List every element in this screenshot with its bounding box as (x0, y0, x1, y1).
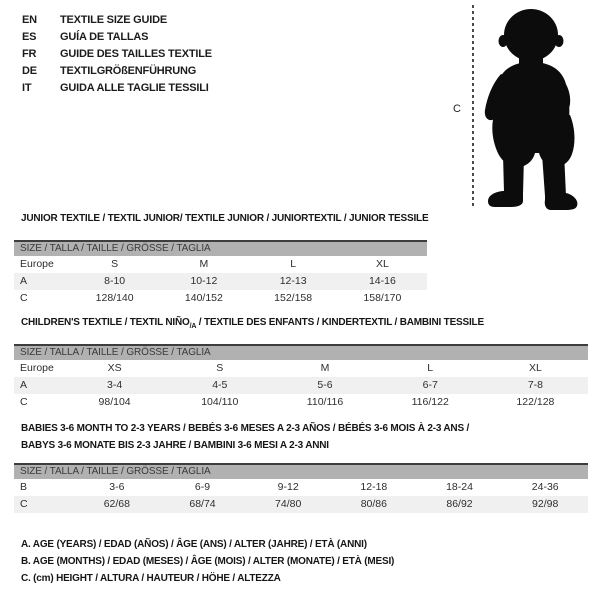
children-size-table (14, 344, 588, 411)
children-title-sub: /A (189, 323, 197, 330)
size-cell: 14-16 (368, 275, 396, 287)
size-cell: 3-4 (107, 379, 123, 391)
height-dashed-line (472, 5, 474, 207)
lang-row-es (22, 29, 212, 46)
babies-size-table (14, 463, 588, 513)
row-label: Europe (20, 362, 54, 374)
size-cell: XS (107, 362, 122, 374)
lang-title: GUIDA ALLE TAGLIE TESSILI (60, 82, 209, 94)
row-label: B (20, 481, 28, 493)
size-cell: M (199, 258, 209, 270)
legend-age-months: B. AGE (MONTHS) / EDAD (MESES) / ÂGE (MOIS) / ALTER (MONATE) / ETÀ (MESI) (21, 556, 395, 567)
lang-code: ES (22, 31, 37, 43)
size-cell: 12-13 (279, 275, 307, 287)
size-cell: 122/128 (516, 396, 555, 408)
junior-size-table (14, 240, 427, 307)
size-cell: L (427, 362, 434, 374)
babies-table-title-line2: BABYS 3-6 MONATE BIS 2-3 JAHRE / BAMBINI 3-6 MESI A 2-3 ANNI (21, 440, 329, 451)
size-cell: S (111, 258, 119, 270)
size-header-bar: SIZE / TALLA / TAILLE / GRÖSSE / TAGLIA (14, 240, 427, 256)
baby-silhouette-icon (478, 4, 596, 214)
lang-code: EN (22, 14, 37, 26)
language-title-block (22, 12, 212, 97)
size-table-row (14, 256, 427, 273)
lang-code: IT (22, 82, 32, 94)
lang-code: DE (22, 65, 37, 77)
babies-table-title-line1: BABIES 3-6 MONTH TO 2-3 YEARS / BEBÉS 3-6 MESES A 2-3 AÑOS / BÉBÉS 3-6 MOIS À 2-3 ANS / (21, 423, 470, 434)
babies-table-rows (14, 479, 588, 513)
lang-title: GUIDE DES TAILLES TEXTILE (60, 48, 212, 60)
size-header-bar: SIZE / TALLA / TAILLE / GRÖSSE / TAGLIA (14, 344, 588, 360)
size-cell: 9-12 (277, 481, 299, 493)
size-cell: 158/170 (363, 292, 402, 304)
size-cell: 80/86 (360, 498, 387, 510)
size-table-row (14, 273, 427, 290)
size-cell: 4-5 (212, 379, 228, 391)
size-cell: L (290, 258, 297, 270)
row-label: A (20, 379, 28, 391)
lang-title: TEXTILE SIZE GUIDE (60, 14, 168, 26)
size-table-row (14, 290, 427, 307)
size-cell: 74/80 (275, 498, 302, 510)
size-table-row (14, 479, 588, 496)
size-cell: 110/116 (306, 396, 344, 408)
lang-row-de (22, 63, 212, 80)
legend-age-years: A. AGE (YEARS) / EDAD (AÑOS) / ÂGE (ANS) / ALTER (JAHRE) / ETÀ (ANNI) (21, 539, 367, 550)
size-cell: 3-6 (109, 481, 125, 493)
children-table-rows (14, 360, 588, 411)
size-table-row (14, 496, 588, 513)
legend-height-cm: C. (cm) HEIGHT / ALTURA / HAUTEUR / HÖHE / ALTEZZA (21, 573, 281, 584)
size-cell: 7-8 (527, 379, 543, 391)
size-cell: 10-12 (190, 275, 218, 287)
height-measure-label: C (453, 103, 461, 115)
size-table-row (14, 377, 588, 394)
size-cell: 152/158 (274, 292, 313, 304)
size-cell: 86/92 (446, 498, 473, 510)
size-table-row (14, 360, 588, 377)
size-cell: 6-9 (194, 481, 211, 493)
children-title-pre: CHILDREN'S TEXTILE / TEXTIL NIÑO (21, 317, 190, 328)
size-cell: 116/122 (411, 396, 449, 408)
lang-title: TEXTILGRÖßENFÜHRUNG (60, 65, 197, 77)
size-cell: 128/140 (95, 292, 134, 304)
size-cell: XL (375, 258, 389, 270)
lang-row-fr (22, 46, 212, 63)
size-cell: 62/68 (103, 498, 130, 510)
size-cell: 18-24 (446, 481, 473, 493)
row-label: A (20, 275, 28, 287)
row-label: C (20, 498, 28, 510)
size-cell: 92/98 (532, 498, 559, 510)
lang-row-it (22, 80, 212, 97)
size-cell: 104/110 (201, 396, 239, 408)
size-cell: 5-6 (317, 379, 333, 391)
size-cell: M (320, 362, 330, 374)
lang-code: FR (22, 48, 37, 60)
row-label: C (20, 292, 28, 304)
children-title-post: / TEXTILE DES ENFANTS / KINDERTEXTIL / BAMBINI TESSILE (196, 317, 484, 328)
children-table-title (21, 317, 484, 330)
size-cell: S (216, 362, 224, 374)
lang-title: GUÍA DE TALLAS (60, 31, 149, 43)
size-cell: 24-36 (531, 481, 559, 493)
size-cell: 140/152 (184, 292, 223, 304)
size-cell: 6-7 (422, 379, 438, 391)
size-cell: XL (528, 362, 542, 374)
row-label: C (20, 396, 28, 408)
lang-row-en (22, 12, 212, 29)
size-cell: 98/104 (98, 396, 131, 408)
size-cell: 68/74 (189, 498, 216, 510)
junior-table-rows (14, 256, 427, 307)
size-table-row (14, 394, 588, 411)
row-label: Europe (20, 258, 54, 270)
size-cell: 12-18 (360, 481, 388, 493)
junior-table-title: JUNIOR TEXTILE / TEXTIL JUNIOR/ TEXTILE JUNIOR / JUNIORTEXTIL / JUNIOR TESSILE (21, 213, 429, 224)
size-cell: 8-10 (104, 275, 126, 287)
size-header-bar: SIZE / TALLA / TAILLE / GRÖSSE / TAGLIA (14, 463, 588, 479)
